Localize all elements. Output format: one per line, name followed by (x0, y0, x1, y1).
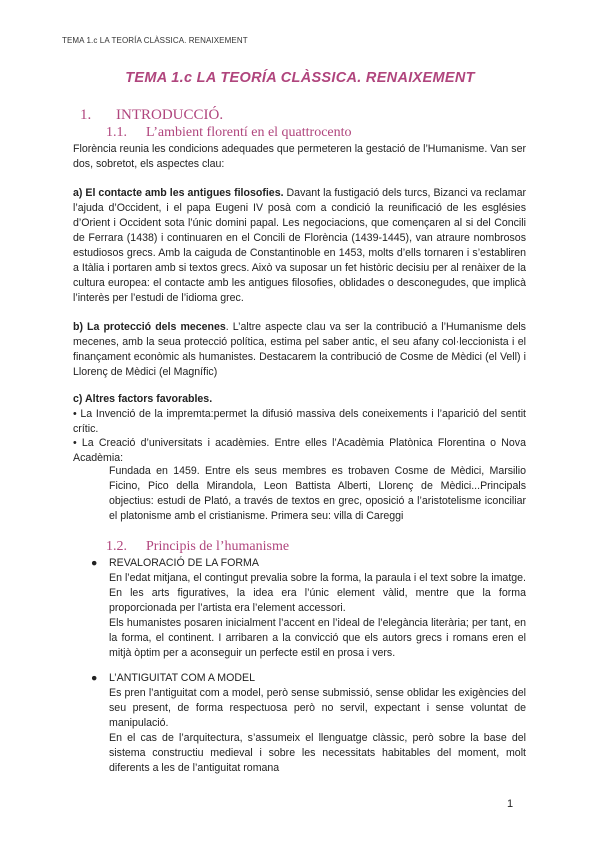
principle-body-forma (109, 571, 526, 661)
aspect-a-text: Davant la fustigació dels turcs, Bizanci va reclamar l’ajuda d’Occident, i el papa Eugeni IV posà com a condició la reunificació de les esglésies d’Orient i Occident sota l’únic domini papal. Les negociacions, que començaren al si del Concili de Ferrara (1438) i continuaren en el Concili de Florència (1439-1445), van atraure nombrosos estudiosos grecs. Amb la caiguda de Constantinoble en 1453, molts d’ells tornaren i s’establiren a Itàlia i portaren amb si textos grecs. Això va suposar un fet històric decisiu per al renàixer de la cultura europea: el contacte amb les antigues filosofies, oblidades o desconegudes, que implicà l’interès per l’estudi de l’idioma grec. (73, 187, 526, 304)
subsection-heading-ambient (106, 125, 352, 141)
subsection-title: L’ambient florentí en el quattrocento (146, 125, 352, 140)
principle-text: Es pren l’antiguitat com a model, però sense submissió, sense oblidar les exigències del seu present, de forma respectuosa però no servil, expectant i sense voluntat de manipulació. (109, 687, 526, 729)
aspect-c-item-impremta: • La Invenció de la impremta:permet la difusió massiva dels coneixements i l’aparició del sentit crític. (73, 408, 526, 435)
intro-paragraph: Florència reunia les condicions adequades que permeteren la gestació de l’Humanisme. Van ser dos, sobretot, els aspectes clau: (73, 143, 526, 170)
principle-body-antiguitat (109, 686, 526, 776)
principle-title: L’ANTIGUITAT COM A MODEL (109, 672, 255, 684)
page-title: TEMA 1.c LA TEORÍA CLÀSSICA. RENAIXEMENT (125, 70, 475, 86)
principle-title: REVALORACIÓ DE LA FORMA (109, 557, 259, 569)
academy-description: Fundada en 1459. Entre els seus membres es trobaven Cosme de Mèdici, Marsilio Ficino, Pico della Mirandola, Leon Battista Alberti, Llorenç de Mèdici...Principals objectius: estudi de Plató, a través de textos en grec, oposició a l’aristotelisme iconciliar el platonisme amb el cristianisme. Primera seu: villa di Careggi (109, 465, 526, 522)
page-number: 1 (507, 798, 514, 810)
aspect-c-heading (73, 392, 526, 407)
section-heading-introduccio (80, 107, 223, 124)
aspect-b-paragraph (73, 320, 526, 380)
aspect-b-lead: b) La protecció dels mecenes (73, 321, 226, 333)
aspect-c-item-universitats: • La Creació d’universitats i acadèmies. Entre elles l’Acadèmia Platònica Florentina o Nova Acadèmia: (73, 437, 526, 464)
subsection-number: 1.2. (106, 539, 127, 554)
principle-text: En el cas de l’arquitectura, s’assumeix el llenguatge clàssic, però sobre la base del sistema constructiu medieval i sobre les necessitats habitables del moment, molt diferents a les de l’antiguitat romana (109, 732, 526, 774)
running-header: TEMA 1.c LA TEORÍA CLÀSSICA. RENAIXEMENT (62, 36, 248, 45)
bullet-icon: ● (91, 672, 98, 684)
aspect-c-lead: c) Altres factors favorables. (73, 393, 213, 405)
aspect-a-paragraph (73, 186, 526, 306)
aspect-a-lead: a) El contacte amb les antigues filosofies. (73, 187, 284, 199)
subsection-number: 1.1. (106, 125, 127, 140)
principle-text: Els humanistes posaren inicialment l’accent en l’ideal de l’elegància literària; per tant, en la forma, el continent. I arribaren a la convicció que els autors grecs i romans eren el mitjà òptim per a aconseguir un perfecte estil en prosa i vers. (109, 617, 526, 659)
subsection-heading-principis (106, 539, 289, 555)
section-number: 1. (80, 107, 92, 123)
subsection-title: Principis de l’humanisme (146, 539, 290, 554)
section-title: INTRODUCCIÓ. (116, 107, 224, 123)
bullet-icon: ● (91, 557, 98, 569)
principle-text: En l’edat mitjana, el contingut prevalia sobre la forma, la paraula i el text sobre la imatge. En les arts figuratives, la idea era l’únic element vàlid, mentre que la forma proporcionada per l’artista era l’element accessori. (109, 572, 526, 614)
principle-title-forma (91, 557, 259, 569)
principle-title-antiguitat (91, 672, 255, 684)
aspect-b-text: . L’altre aspecte clau va ser la contribució a l’Humanisme dels mecenes, amb la seua protecció política, estima pel saber antic, el seu afany col·leccionista i el finançament econòmic als humanistes. Destacarem la contribució de Cosme de Mèdici (el Vell) i Llorenç de Mèdici (el Magnífic) (73, 321, 526, 378)
